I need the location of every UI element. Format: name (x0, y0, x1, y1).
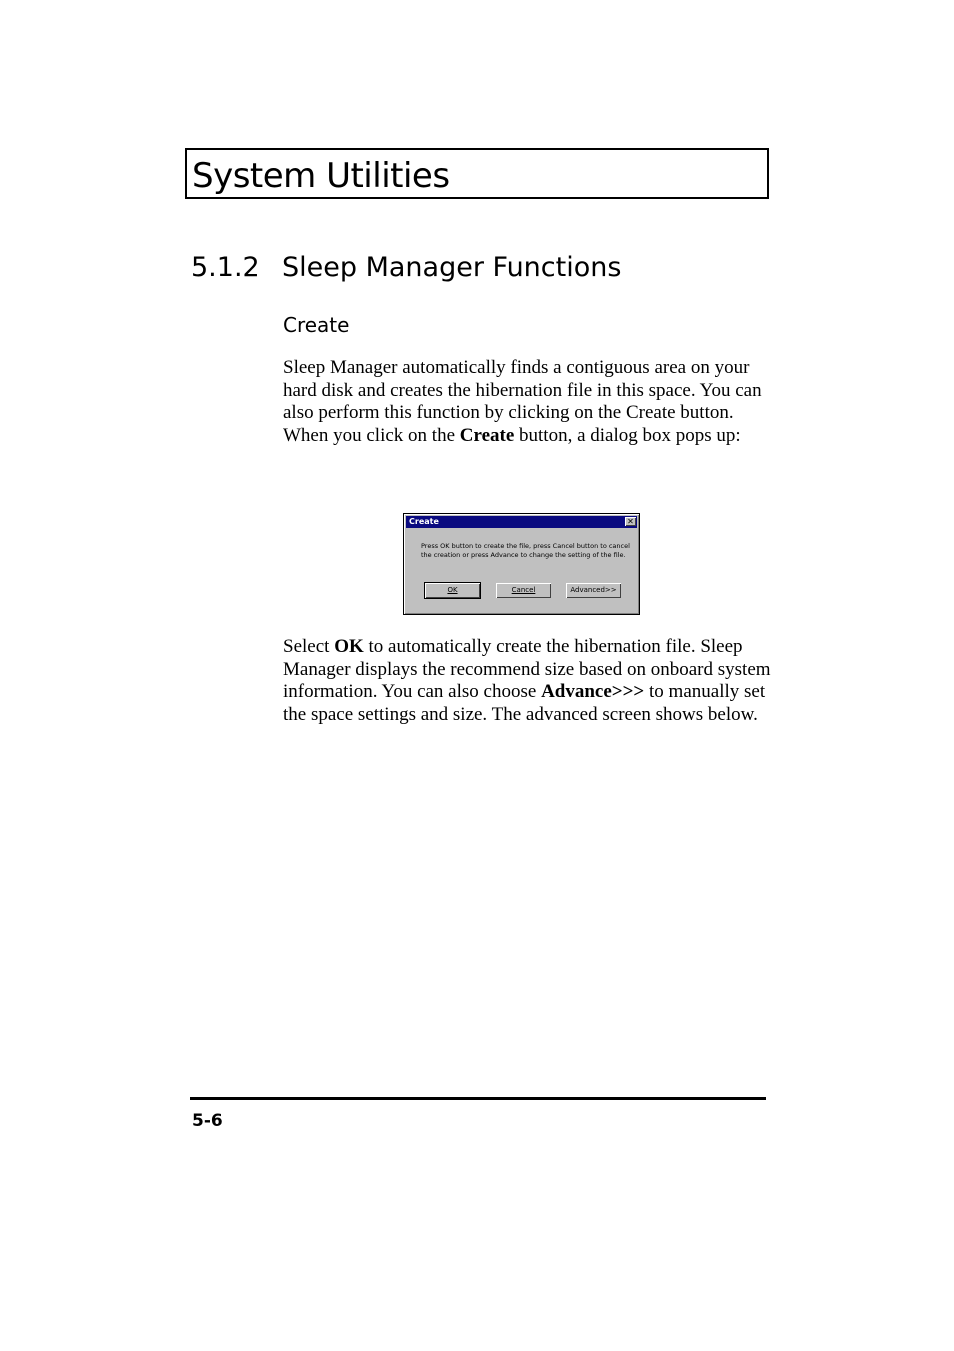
dialog-titlebar (406, 516, 637, 528)
close-icon[interactable]: ✕ (625, 517, 636, 526)
para1-text-a: Sleep Manager automatically finds a contiguous area on your hard disk and creates the hibernation file in this space. You can also perform this function by clicking on the Create button. When you click on the (283, 357, 762, 447)
dialog-message: Press OK button to create the file, press Cancel button to cancel the creation or press Advance to change the setting of the file. (421, 542, 630, 559)
cancel-button-label: Cancel (511, 586, 536, 594)
paragraph-create-intro (283, 357, 773, 448)
para1-bold-create: Create (459, 425, 515, 447)
section-heading (191, 250, 621, 286)
dialog-title: Create (409, 517, 439, 526)
advanced-button[interactable]: Advanced>> (566, 583, 621, 598)
para2-text-a: Select (283, 636, 335, 657)
cancel-button[interactable] (496, 583, 551, 598)
chapter-title: System Utilities (192, 156, 450, 196)
para1-text-b: button, a dialog box pops up: (514, 425, 741, 447)
section-title: Sleep Manager Functions (282, 252, 622, 283)
para2-text-b: to automatically create the hibernation file. Sleep Manager displays the recommend size based on onboard system information. You can also choose (283, 636, 771, 703)
ok-button-label: OK (447, 586, 458, 594)
footer-rule (190, 1097, 766, 1100)
create-dialog-screenshot (403, 513, 640, 615)
para2-bold-advance: Advance>>> (541, 681, 645, 703)
chapter-title-box (185, 148, 769, 199)
para2-bold-ok: OK (334, 636, 364, 657)
ok-button[interactable] (425, 583, 480, 598)
page-number: 5-6 (192, 1111, 223, 1131)
subsection-heading: Create (283, 313, 350, 337)
section-number: 5.1.2 (191, 252, 260, 283)
para2-text-c: to manually set the space settings and size. The advanced screen shows below. (283, 681, 766, 726)
paragraph-select-ok (283, 636, 773, 727)
